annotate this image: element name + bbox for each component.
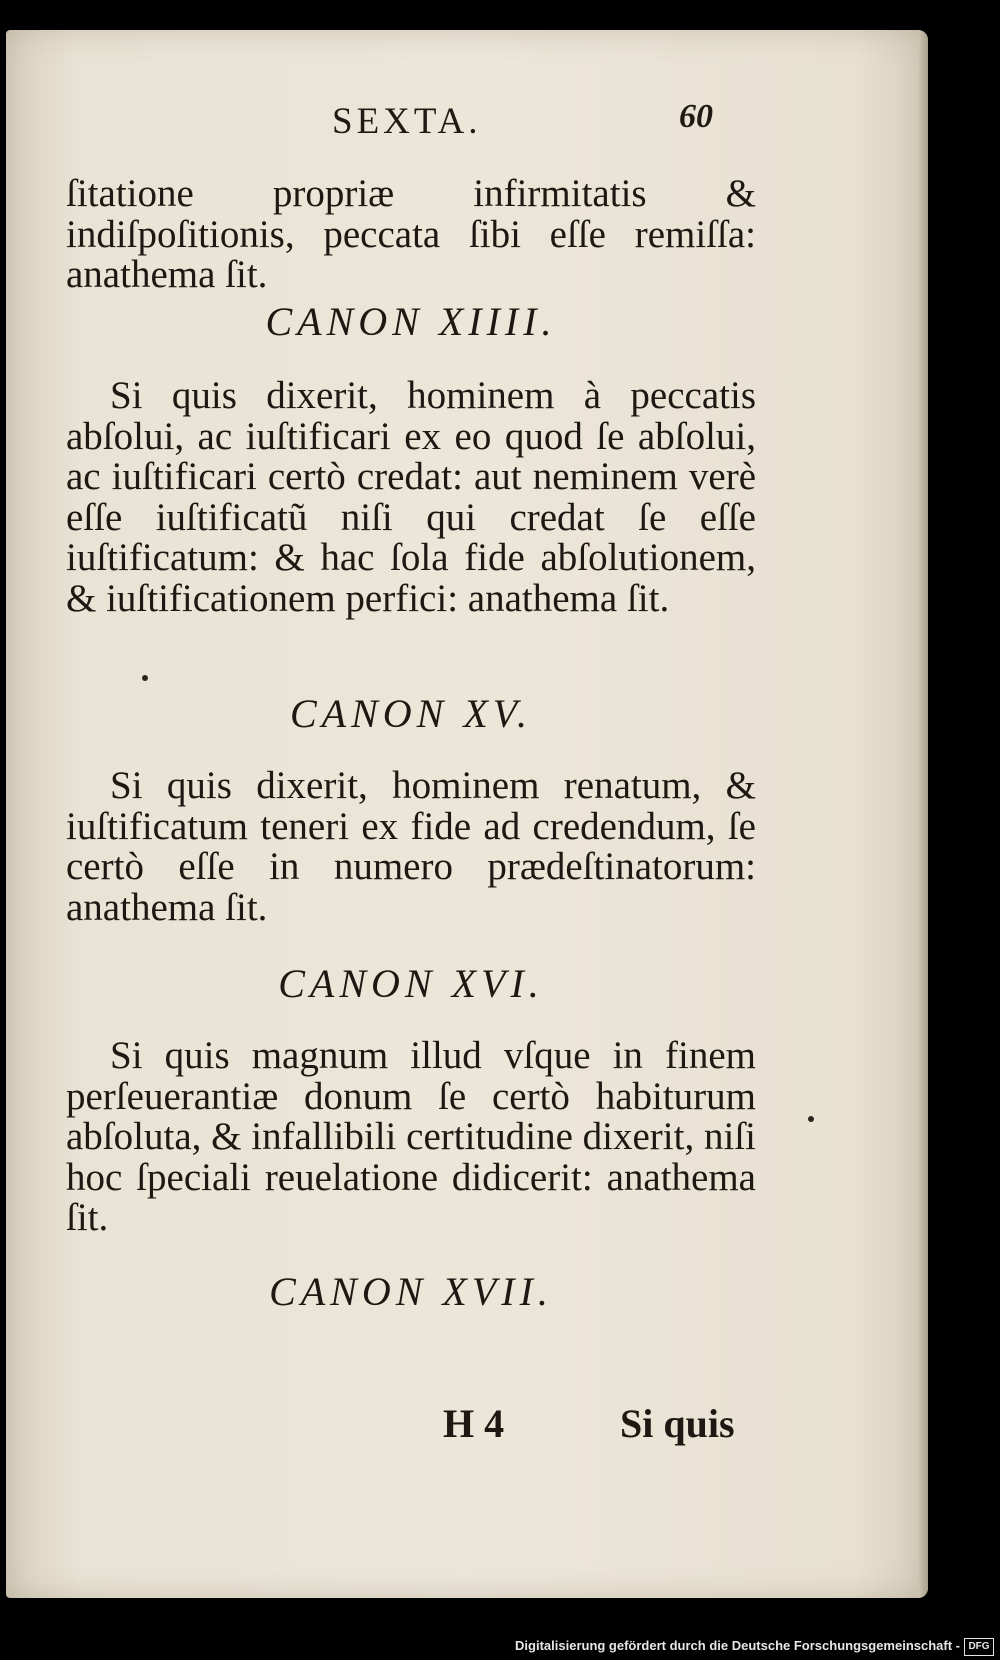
ink-speck [808, 1116, 814, 1122]
page-footer [6, 1400, 928, 1450]
intro-text: ſitatione propriæ infirmitatis & indiſpoſitionis, peccata ſibi eſſe remiſſa: anathema ſit. [66, 172, 756, 296]
page-number: 60 [679, 98, 713, 135]
page-header [6, 100, 928, 160]
dfg-logo-icon: DFG [964, 1638, 994, 1656]
canon-15-title: CANON XV. [289, 691, 533, 736]
canon-14-paragraph [66, 376, 756, 619]
canon-17-title: CANON XVII. [269, 1269, 553, 1314]
book-page [6, 30, 928, 1598]
page-edge [918, 30, 928, 1598]
canon-14-text: Si quis dixerit, hominem à peccatis abſolui, ac iuſtificari ex eo quod ſe abſolui, ac iuſtificari certò credat: aut neminem verè eſſe iuſtificatũ niſi qui credat ſe eſſe iuſtificatum: & hac ſola fide abſolutionem, & iuſtificationem perfici: anathema ſit. [66, 374, 756, 620]
signature-mark: H 4 [443, 1401, 505, 1446]
canon-16-paragraph [66, 1036, 756, 1239]
intro-paragraph [66, 174, 756, 296]
canon-15-text: Si quis dixerit, hominem renatum, & iuſtificatum teneri ex fide ad credendum, ſe certò eſſe in numero prædeſtinatorum: anathema ſit. [66, 764, 756, 929]
canon-14-title: CANON XIIII. [265, 299, 557, 344]
running-head: SEXTA. [332, 101, 482, 142]
canon-16-title: CANON XVI. [278, 961, 544, 1006]
canon-15-paragraph [66, 766, 756, 928]
ink-speck [142, 675, 148, 681]
canon-16-text: Si quis magnum illud vſque in finem perſeuerantiæ donum ſe certò habiturum abſoluta, & infallibili certitudine dixerit, niſi hoc ſpeciali reuelatione didicerit: anathema ſit. [66, 1034, 756, 1239]
catchword: Si quis [620, 1401, 735, 1446]
credit-bar [0, 1634, 1000, 1660]
credit-text: Digitalisierung gefördert durch die Deutsche Forschungsgemeinschaft - [515, 1638, 960, 1653]
